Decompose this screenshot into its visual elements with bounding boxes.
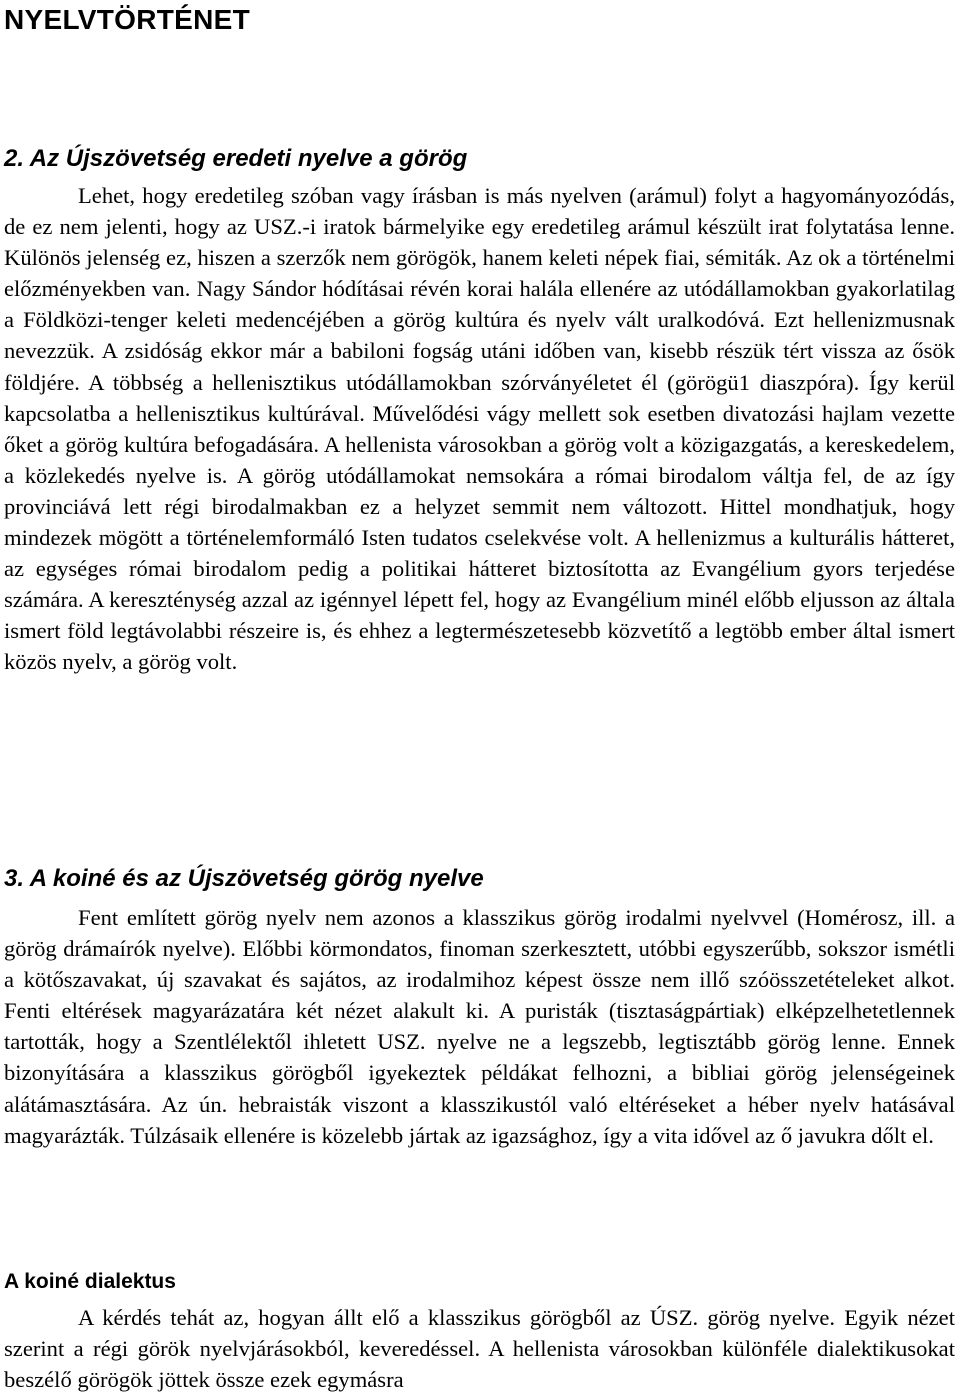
section-paragraph-original-language: Lehet, hogy eredetileg szóban vagy írásban is más nyelven (arámul) folyt a hagyományozódás, de ez nem jelenti, hogy az USZ.-i iratok bármelyike egy eredetileg arámul készült irat folytatása lenne. Különös jelenség ez, hiszen a szerzők nem görögök, hanem keleti népek fiai, sémiták. Az ok a történelmi előzményekben van. Nagy Sándor hódításai révén korai halála ellenére az utódállamokban gyakorlatilag a Földközi-tenger keleti medencéjében a görög kultúra és nyelv vált uralkodóvá. Ezt hellenizmusnak nevezzük. A zsidóság ekkor már a babiloni fogság utáni időben van, kisebb részük tért vissza az ősök földjére. A többség a hellenisztikus utódállamokban szórványéletet él (görögü1 diaszpóra). Így kerül kapcsolatba a hellenisztikus kultúrával. Művelődési vágy mellett sok esetben divatozási hajlam vezette őket a görög kultúra befogadására. A hellenista városokban a görög volt a közigazgatás, a kereskedelem, a közlekedés nyelve is. A görög utódállamokat nemsokára a római birodalom váltja fel, de az így provinciává lett régi birodalmakban ez a helyzet semmit nem változott. Hittel mondhatjuk, hogy mindezek mögött a történelemformáló Isten tudatos cselekvése volt. A hellenizmus a kulturális hátteret, az egységes római birodalom pedig a politikai hátteret biztosította az Evangélium gyors terjedése számára. A kereszténység azzal az igénnyel lépett fel, hogy az Evangélium minél előbb eljusson az általa ismert föld legtávolabbi részeire is, és ehhez a legtermészetesebb közvetítő a legtöbb ember által ismert közös nyelv, a görög volt. [4,183,955,675]
subsection-heading-koine-dialect: A koiné dialektus [4,1270,176,1293]
section-heading-koine-greek: 3. A koiné és az Újszövetség görög nyelve [4,865,484,892]
subsection-paragraph-koine-dialect: A kérdés tehát az, hogyan állt elő a klasszikus görögből az ÚSZ. görög nyelve. Egyik nézet szerint a régi görök nyelvjárásokból, keveredéssel. A hellenista városokban különféle dialektikusokat beszélő görögök jöttek össze ezek egymásra [4,1305,955,1393]
section-paragraph-koine-greek: Fent említett görög nyelv nem azonos a klasszikus görög irodalmi nyelvvel (Homérosz, ill. a görög drámaírók nyelve). Előbbi körmondatos, finoman szerkesztett, utóbbi egyszerűbb, sokszor ismétli a kötőszavakat, új szavakat és sajátos, az irodalmihoz képest össze nem illő szóösszetételeket alkot. Fenti eltérések magyarázatára két nézet alakult ki. A puristák (tisztaságpártiak) elképzelhetetlennek tartották, hogy a Szentlélektől ihletett USZ. nyelve ne a legszebb, legtisztább görög lenne. Ennek bizonyítására a klasszikus görögből igyekeztek példákat felhozni, a bibliai görög jelenségeinek alátámasztására. Az ún. hebraisták viszont a klasszikustól való eltéréseket a héber nyelv hatásával magyarázták. Túlzásaik ellenére is közelebb jártak az igazsághoz, így a vita idővel az ő javukra dőlt el. [4,905,955,1148]
section-heading-original-language: 2. Az Újszövetség eredeti nyelve a görög [4,145,468,172]
page-title: NYELVTÖRTÉNET [4,4,251,35]
